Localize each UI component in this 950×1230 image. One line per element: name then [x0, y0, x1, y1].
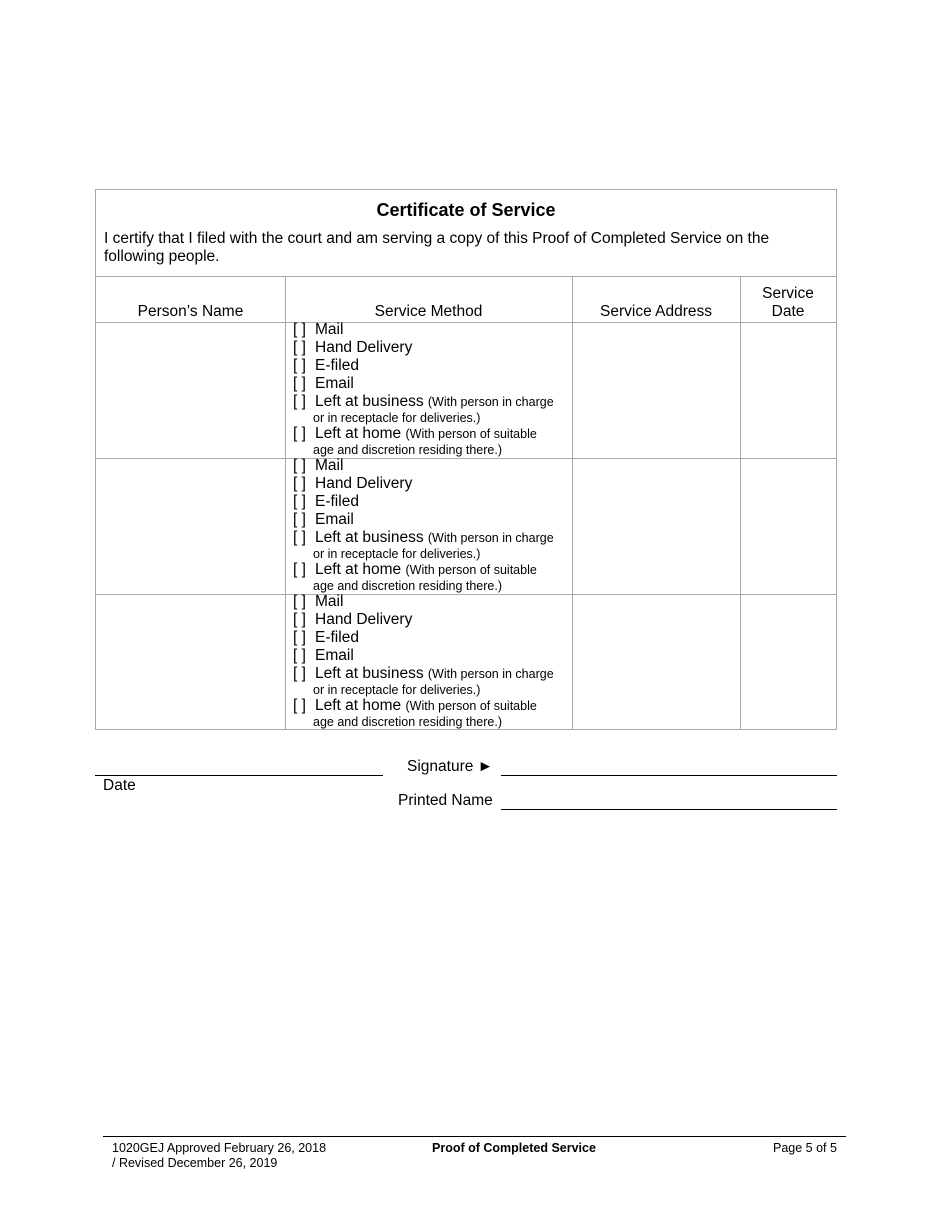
service-methods-row-2 — [293, 457, 554, 593]
left-at-business-checkbox[interactable]: [ ] — [293, 665, 306, 682]
signature-input-line[interactable] — [501, 775, 837, 776]
certificate-title: Certificate of Service — [376, 200, 556, 220]
left-at-business-checkbox[interactable]: [ ] — [293, 529, 306, 546]
business-note: or in receptacle for deliveries.) — [313, 411, 481, 425]
date-input-line[interactable] — [95, 775, 383, 776]
method-hand-delivery: [ ] Hand Delivery — [293, 339, 413, 356]
home-note: age and discretion residing there.) — [313, 715, 503, 729]
email-checkbox[interactable]: [ ] — [293, 375, 306, 392]
business-note: or in receptacle for deliveries.) — [313, 547, 481, 561]
business-note: or in receptacle for deliveries.) — [313, 683, 481, 697]
left-at-home-checkbox[interactable]: [ ] — [293, 425, 306, 442]
printed-name-label: Printed Name — [398, 792, 493, 809]
footer-form-id — [112, 1141, 326, 1171]
method-left-at-business: [ ] Left at business (With person in charge — [293, 665, 554, 682]
method-email: [ ] Email — [293, 375, 354, 392]
mail-checkbox[interactable]: [ ] — [293, 593, 306, 610]
efiled-checkbox[interactable]: [ ] — [293, 357, 306, 374]
header-service-date-line2: Date — [771, 303, 805, 320]
hand-delivery-checkbox[interactable]: [ ] — [293, 475, 306, 492]
method-efiled: [ ] E-filed — [293, 357, 359, 374]
method-email: [ ] Email — [293, 647, 354, 664]
email-checkbox[interactable]: [ ] — [293, 647, 306, 664]
method-email: [ ] Email — [293, 511, 354, 528]
method-mail: [ ] Mail — [293, 321, 344, 338]
method-efiled: [ ] E-filed — [293, 493, 359, 510]
header-service-date-line1: Service — [762, 285, 814, 302]
mail-checkbox[interactable]: [ ] — [293, 321, 306, 338]
certificate-of-service-table — [95, 189, 837, 730]
footer-form-id-line2: / Revised December 26, 2019 — [112, 1156, 278, 1170]
method-efiled: [ ] E-filed — [293, 629, 359, 646]
header-service-address: Service Address — [600, 303, 712, 320]
header-top-rule — [96, 276, 836, 277]
signature-label: Signature ► — [407, 758, 493, 775]
date-label: Date — [103, 777, 136, 794]
column-divider-1 — [285, 276, 286, 729]
method-mail: [ ] Mail — [293, 457, 344, 474]
efiled-checkbox[interactable]: [ ] — [293, 493, 306, 510]
service-methods-row-3 — [293, 593, 554, 729]
efiled-checkbox[interactable]: [ ] — [293, 629, 306, 646]
method-left-at-business: [ ] Left at business (With person in charge — [293, 529, 554, 546]
footer-form-id-line1: 1020GEJ Approved February 26, 2018 — [112, 1141, 327, 1155]
mail-checkbox[interactable]: [ ] — [293, 457, 306, 474]
method-left-at-home: [ ] Left at home (With person of suitable — [293, 425, 537, 442]
hand-delivery-checkbox[interactable]: [ ] — [293, 611, 306, 628]
left-at-home-checkbox[interactable]: [ ] — [293, 561, 306, 578]
method-hand-delivery: [ ] Hand Delivery — [293, 475, 413, 492]
column-divider-3 — [740, 276, 741, 729]
method-left-at-home: [ ] Left at home (With person of suitable — [293, 561, 537, 578]
method-left-at-home: [ ] Left at home (With person of suitable — [293, 697, 537, 714]
method-hand-delivery: [ ] Hand Delivery — [293, 611, 413, 628]
footer-page-number: Page 5 of 5 — [773, 1141, 837, 1155]
header-service-method: Service Method — [374, 303, 483, 320]
method-mail: [ ] Mail — [293, 593, 344, 610]
header-service-date — [740, 285, 836, 321]
left-at-business-checkbox[interactable]: [ ] — [293, 393, 306, 410]
header-persons-name: Person’s Name — [137, 303, 244, 320]
certificate-intro: I certify that I filed with the court and am serving a copy of this Proof of Completed Service on the following people. — [104, 230, 770, 265]
method-left-at-business: [ ] Left at business (With person in charge — [293, 393, 554, 410]
left-at-home-checkbox[interactable]: [ ] — [293, 697, 306, 714]
email-checkbox[interactable]: [ ] — [293, 511, 306, 528]
hand-delivery-checkbox[interactable]: [ ] — [293, 339, 306, 356]
footer-rule — [103, 1136, 846, 1137]
column-divider-2 — [572, 276, 573, 729]
service-methods-row-1 — [293, 321, 554, 457]
home-note: age and discretion residing there.) — [313, 579, 503, 593]
printed-name-input-line[interactable] — [501, 809, 837, 810]
home-note: age and discretion residing there.) — [313, 443, 503, 457]
footer-form-title: Proof of Completed Service — [432, 1141, 596, 1155]
